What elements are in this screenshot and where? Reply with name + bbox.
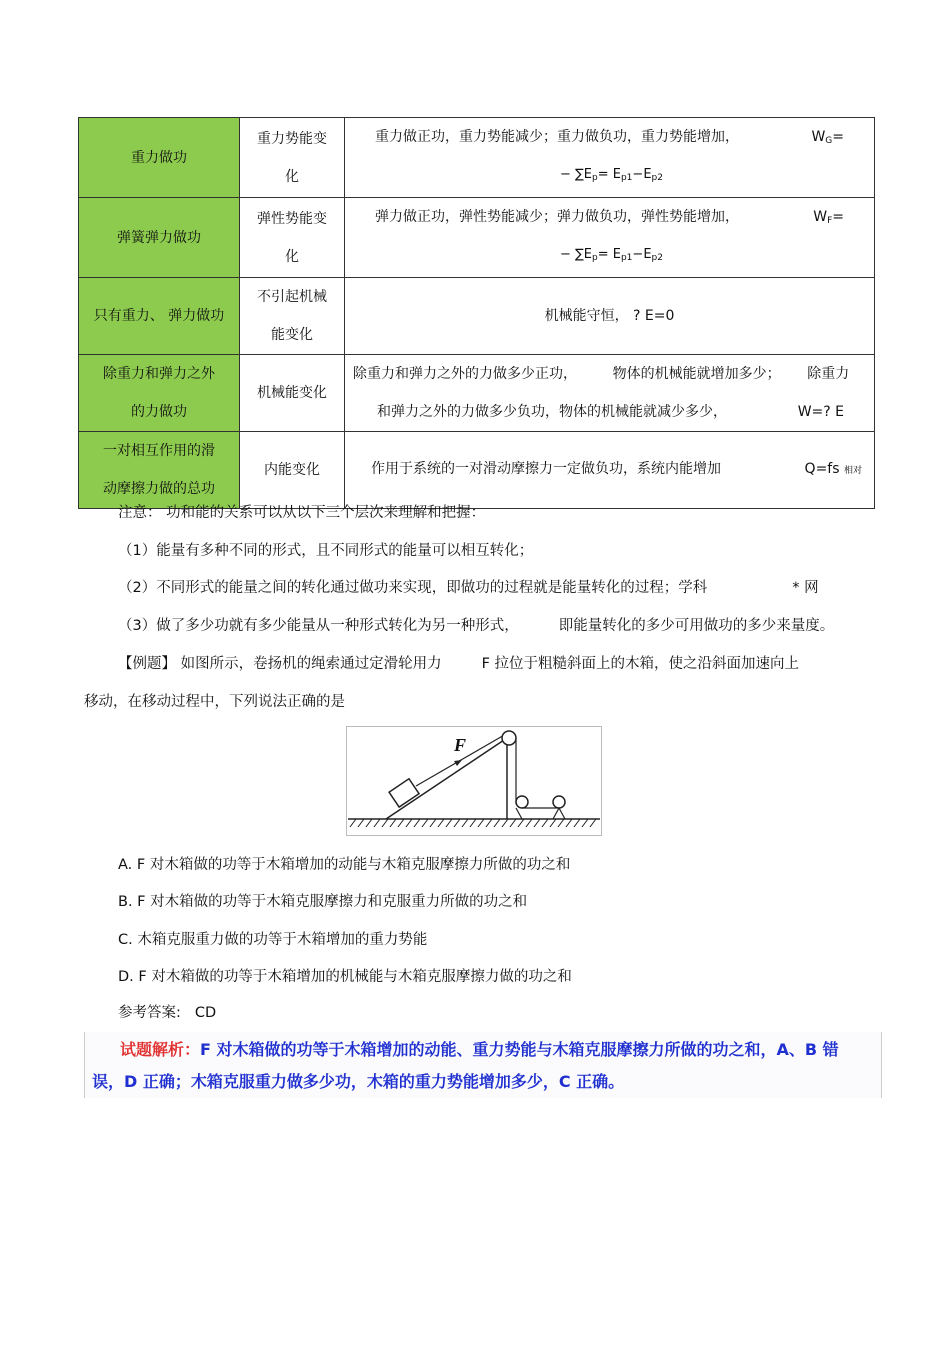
formula-prefix: W — [813, 209, 828, 225]
description-text: 机械能守恒， ? E=0 — [544, 308, 675, 324]
formula-eq: = — [832, 209, 844, 225]
formula-sub: p1 — [620, 253, 633, 263]
description-line2 — [345, 393, 874, 431]
option-d: D. F 对木箱做的功等于木箱增加的机械能与木箱克服摩擦力做的功之和 — [118, 969, 572, 985]
description-cell — [345, 198, 875, 278]
force-label-line1: 除重力和弹力之外 — [103, 366, 215, 382]
formula — [813, 198, 874, 240]
formula — [811, 118, 874, 160]
change-cell — [240, 278, 345, 355]
formula-prefix: W — [811, 129, 826, 145]
table-row — [79, 198, 875, 278]
formula-sub: p — [592, 253, 598, 263]
notes-item-1: （1）能量有多种不同的形式，且不同形式的能量可以相互转化； — [118, 543, 534, 559]
force-cell — [79, 118, 240, 198]
description-cell — [345, 278, 875, 355]
option-b: B. F 对木箱做的功等于木箱克服摩擦力和克服重力所做的功之和 — [118, 894, 528, 910]
winch-drum — [516, 796, 528, 808]
force-cell — [79, 278, 240, 355]
option-c: C. 木箱克服重力做的功等于木箱增加的重力势能 — [118, 932, 428, 948]
change-cell — [240, 355, 345, 432]
change-label-line2: 化 — [285, 168, 299, 185]
answer-label: 参考答案: — [118, 1005, 181, 1021]
change-label-line1: 弹性势能变 — [257, 210, 327, 227]
formula-part: = E — [597, 167, 621, 182]
table-row — [79, 278, 875, 355]
answer — [118, 1003, 216, 1023]
table-row — [79, 355, 875, 432]
example-text-b: F 拉位于粗糙斜面上的木箱，使之沿斜面加速向上 — [481, 656, 800, 672]
change-label-line1: 重力势能变 — [257, 130, 327, 147]
force-label-line1: 一对相互作用的滑 — [103, 443, 215, 459]
formula-sub: p1 — [620, 173, 633, 183]
table-row — [79, 118, 875, 198]
force-label: 重力做功 — [131, 149, 187, 166]
description-line1 — [345, 198, 874, 236]
example-line-2: 移动，在移动过程中，下列说法正确的是 — [84, 694, 345, 710]
change-label-line1: 不引起机械 — [257, 289, 327, 305]
description-text: 弹力做正功，弹性势能减少；弹力做负功，弹性势能增加， — [375, 209, 739, 225]
answer-value: CD — [194, 1005, 217, 1021]
force-label-line2: 的力做功 — [131, 404, 187, 420]
description-line2 — [345, 236, 874, 277]
formula-main: Q=fs — [804, 461, 840, 477]
change-label: 内能变化 — [264, 462, 320, 478]
description-line1: 除重力和弹力之外的力做多少正功， 物体的机械能就增加多少； 除重力 — [353, 366, 850, 382]
force-label: 只有重力、 弹力做功 — [93, 308, 225, 324]
force-label: 弹簧弹力做功 — [117, 229, 201, 246]
change-cell — [240, 432, 345, 509]
formula-sub: p2 — [651, 253, 663, 263]
notes-item-3a: （3）做了多少功就有多少能量从一种形式转化为另一种形式， — [118, 618, 519, 634]
change-label-line2: 能变化 — [271, 327, 313, 343]
description-cell — [345, 432, 875, 509]
analysis-line-2: 误，D 正确；木箱克服重力做多少功，木箱的重力势能增加多少，C 正确。 — [92, 1072, 625, 1091]
table-row — [79, 432, 875, 509]
formula-part: − ∑E — [560, 167, 592, 182]
description-cell — [345, 118, 875, 198]
force-label-line2: 动摩擦力做的总功 — [103, 481, 215, 497]
formula-part: −E — [632, 247, 652, 262]
notes-item-2-tail: * 网 — [792, 580, 819, 596]
winch-incline-figure — [346, 726, 602, 836]
notes-item-2-text: （2）不同形式的能量之间的转化通过做功来实现，即做功的过程就是能量转化的过程；学科 — [118, 580, 708, 596]
formula-eq: = — [832, 129, 844, 145]
formula — [805, 450, 874, 490]
force-label: F — [454, 735, 467, 755]
change-label-line2: 化 — [285, 248, 299, 265]
formula-sub: p — [592, 173, 598, 183]
formula-part: = E — [597, 247, 621, 262]
description-text: 重力做正功，重力势能减少；重力做负功，重力势能增加， — [375, 129, 739, 145]
description-cell — [345, 355, 875, 432]
formula-sub: F — [827, 216, 833, 226]
example-text-a: 【例题】 如图所示，卷扬机的绳索通过定滑轮用力 — [118, 656, 442, 672]
notes-item-3 — [118, 616, 834, 636]
description-text: 作用于系统的一对滑动摩擦力一定做负功，系统内能增加 — [371, 461, 721, 477]
formula-sub: p2 — [651, 173, 663, 183]
formula-sub: 相对 — [843, 466, 862, 476]
energy-relation-table — [78, 117, 875, 509]
notes-item-2 — [118, 578, 819, 598]
description-line1 — [345, 118, 874, 156]
example-line-1 — [118, 654, 799, 674]
change-label: 机械能变化 — [257, 385, 327, 401]
analysis-line-1 — [120, 1036, 839, 1064]
option-a: A. F 对木箱做的功等于木箱增加的动能与木箱克服摩擦力所做的功之和 — [118, 857, 571, 873]
description-line — [345, 450, 874, 488]
fixed-pulley — [502, 731, 516, 745]
description-text: 和弹力之外的力做多少负功，物体的机械能就减少多少， — [377, 404, 727, 420]
analysis-label: 试题解析： — [120, 1040, 201, 1059]
formula-part: −E — [632, 167, 652, 182]
description-line2 — [345, 156, 874, 197]
notes-item-3b: 即能量转化的多少可用做功的多少来量度。 — [558, 618, 835, 634]
change-cell — [240, 118, 345, 198]
force-cell — [79, 198, 240, 278]
formula-part: − ∑E — [560, 247, 592, 262]
force-cell — [79, 432, 240, 509]
formula: W=? E — [797, 404, 844, 420]
winch-wheel — [553, 796, 565, 808]
notes-title: 注意： 功和能的关系可以从以下三个层次来理解和把握： — [118, 505, 486, 521]
change-cell — [240, 198, 345, 278]
formula-sub: G — [825, 136, 833, 146]
analysis-text-1: F 对木箱做的功等于木箱增加的动能、重力势能与木箱克服摩擦力所做的功之和，A、B 错 — [200, 1040, 839, 1059]
force-cell — [79, 355, 240, 432]
